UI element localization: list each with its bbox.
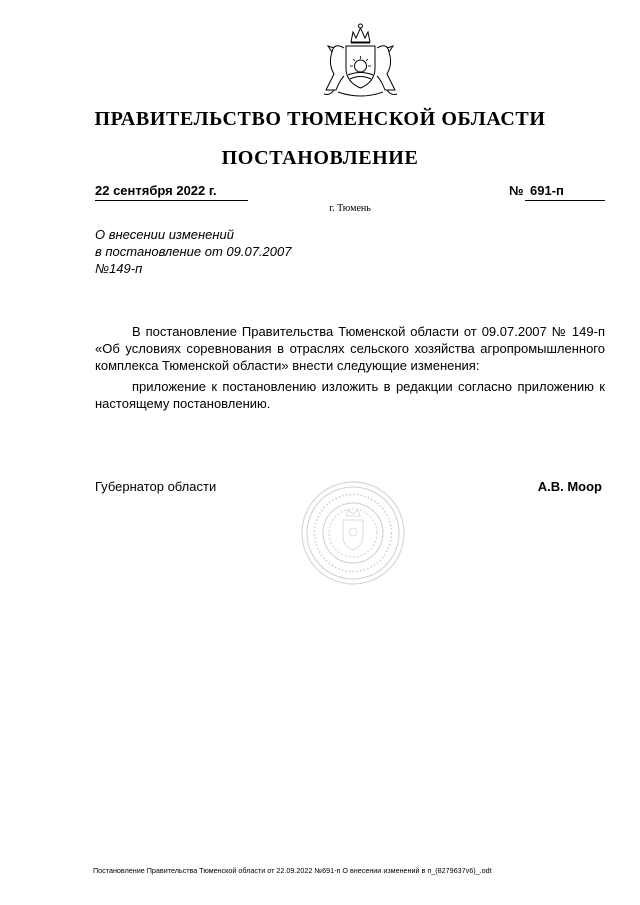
footer-filename: Постановление Правительства Тюменской области от 22.09.2022 №691-п О внесении изменений в п_(8279637v6)_.odt	[93, 866, 492, 875]
document-subject	[95, 226, 395, 277]
city-name: г. Тюмень	[329, 203, 371, 214]
signer-position: Губернатор области	[95, 479, 217, 494]
document-body	[95, 323, 605, 416]
subject-line: №149-п	[95, 261, 143, 276]
document-type-title: ПОСТАНОВЛЕНИЕ	[221, 147, 419, 169]
government-title: ПРАВИТЕЛЬСТВО ТЮМЕНСКОЙ ОБЛАСТИ	[94, 108, 546, 130]
number-sign: №	[509, 183, 524, 198]
document-date: 22 сентября 2022 г.	[95, 183, 248, 201]
tyumen-coat-of-arms-icon	[318, 20, 403, 102]
subject-line: в постановление от 09.07.2007	[95, 244, 292, 259]
document-number: 691-п	[525, 183, 605, 201]
body-paragraph: В постановление Правительства Тюменской области от 09.07.2007 № 149-п «Об условиях соревнования в отраслях сельского хозяйства агропромышленного комплекса Тюменской области» внести следующие изменения:	[95, 324, 605, 373]
subject-line: О внесении изменений	[95, 227, 234, 242]
body-paragraph: приложение к постановлению изложить в редакции согласно приложению к настоящему постановлению.	[95, 379, 605, 411]
official-seal-icon	[300, 480, 406, 586]
signer-name: А.В. Моор	[537, 479, 602, 494]
